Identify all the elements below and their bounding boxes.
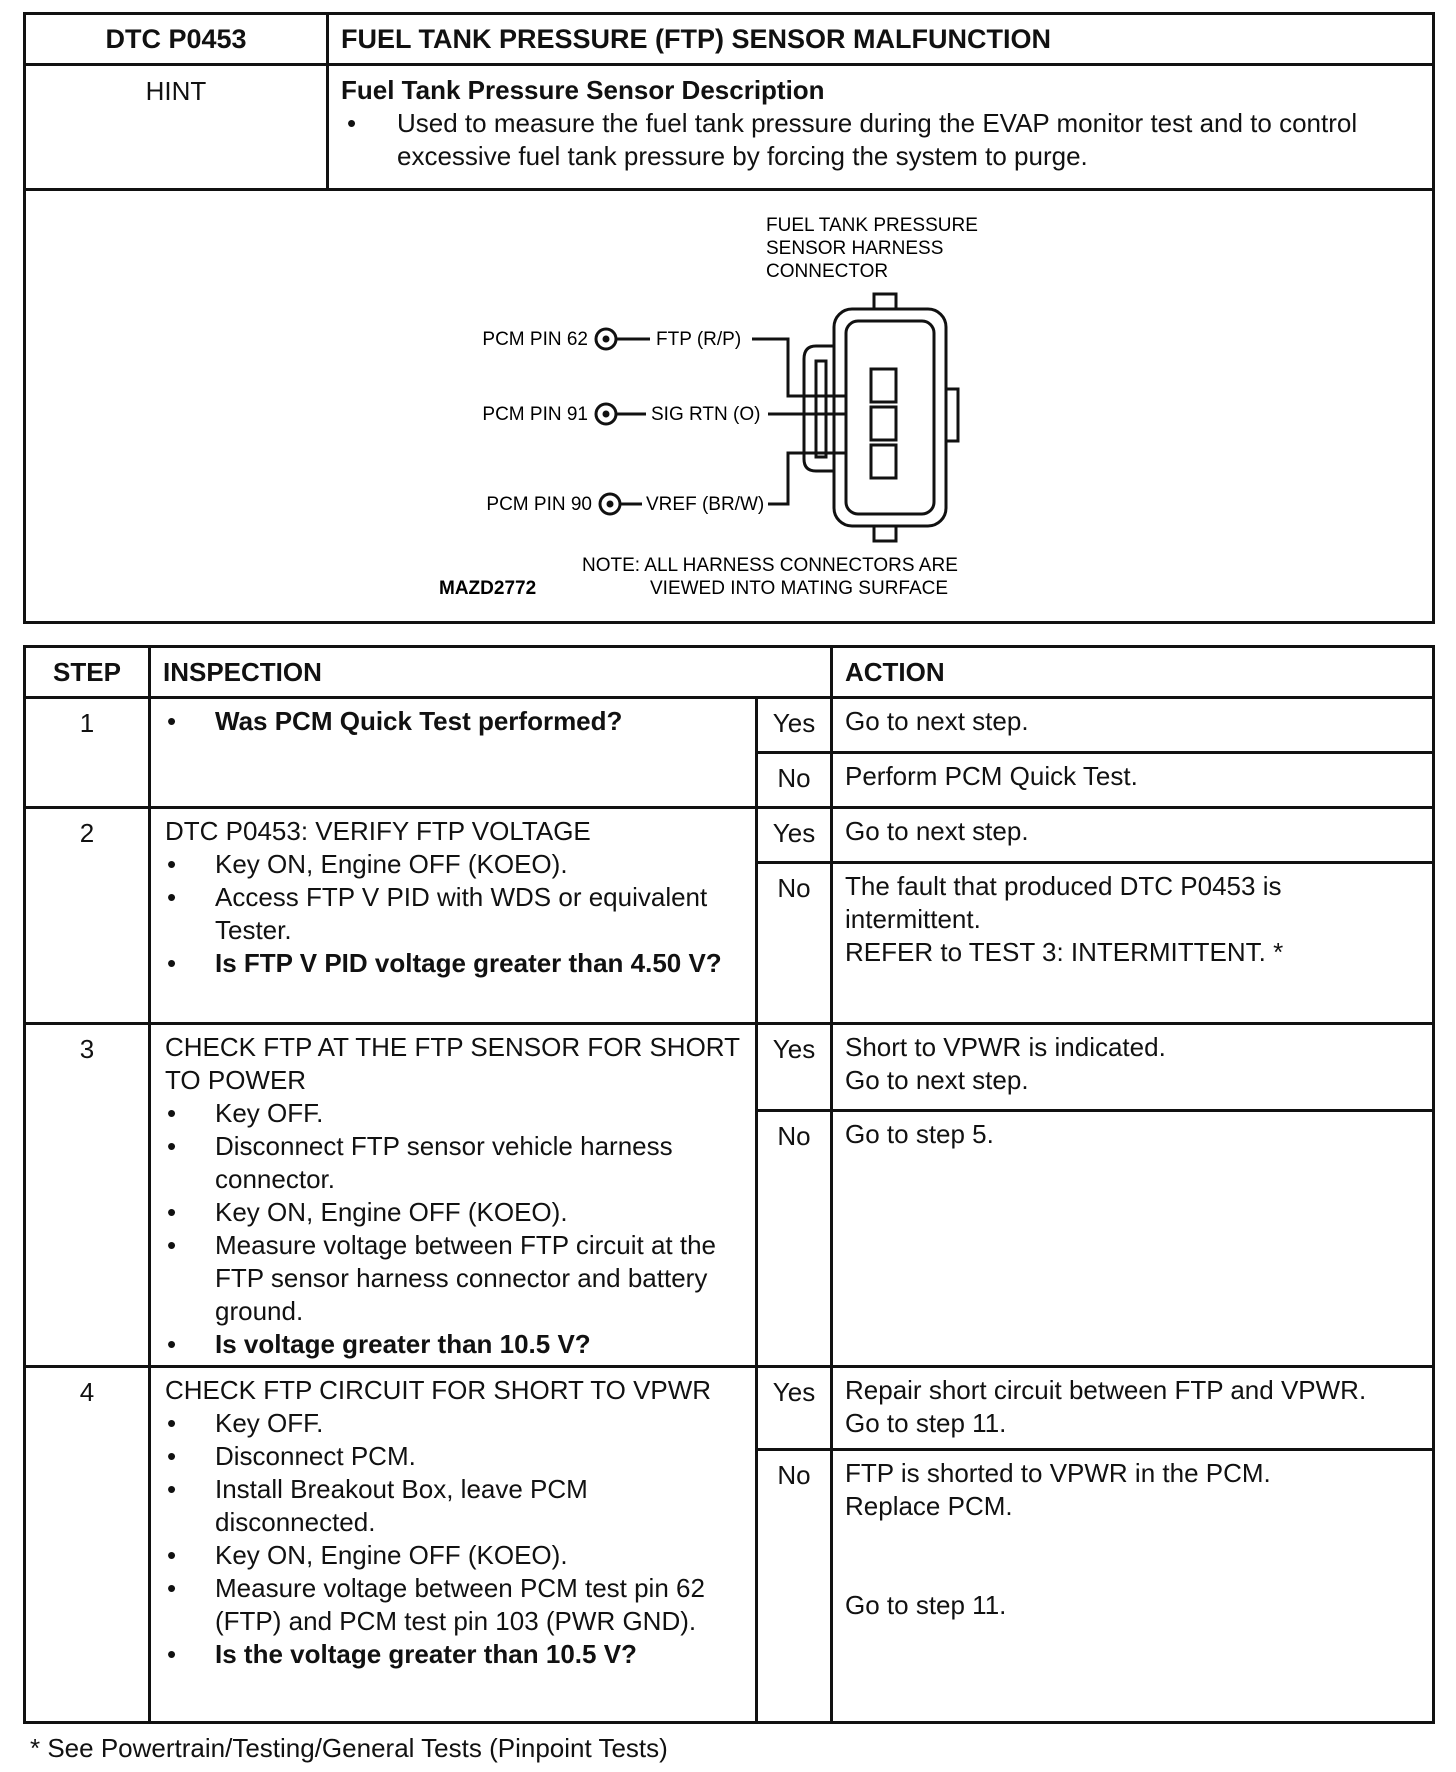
no-label: No	[757, 1450, 832, 1723]
inspection-bullet-text: Was PCM Quick Test performed?	[215, 706, 623, 736]
sig-rtn-signal-label: SIG RTN (O)	[651, 404, 761, 425]
step-inspection	[150, 1367, 757, 1723]
action-line	[845, 1556, 1422, 1589]
bullet-icon: •	[167, 1230, 177, 1260]
no-label: No	[757, 1110, 832, 1366]
yes-label: Yes	[757, 808, 832, 863]
vref-signal-label: VREF (BR/W)	[646, 494, 765, 515]
step-row	[25, 808, 1434, 863]
inspection-bullet	[165, 1572, 745, 1638]
hint-label: HINT	[25, 65, 328, 190]
action-line: Go to step 11.	[845, 1590, 1007, 1620]
inspection-bullet	[165, 1539, 745, 1572]
bullet-icon: •	[347, 108, 357, 138]
inspection-bullet-text: Disconnect PCM.	[215, 1441, 416, 1471]
bullet-icon: •	[167, 1408, 177, 1438]
bullet-icon: •	[167, 1573, 177, 1603]
inspection-bullet-text: Measure voltage between FTP circuit at the FTP sensor harness connector and battery ground.	[215, 1230, 716, 1326]
yes-label: Yes	[757, 698, 832, 753]
no-label: No	[757, 863, 832, 1024]
connector-title-line-3: CONNECTOR	[766, 261, 889, 282]
bullet-icon: •	[167, 849, 177, 879]
header-action: ACTION	[832, 647, 1434, 698]
inspection-bullet	[165, 848, 745, 881]
inspection-bullet-text: Measure voltage between PCM test pin 62 (FTP) and PCM test pin 103 (PWR GND).	[215, 1573, 705, 1636]
inspection-bullet-text: Install Breakout Box, leave PCM disconnected.	[215, 1474, 588, 1537]
inspection-bullet-text: Disconnect FTP sensor vehicle harness connector.	[215, 1131, 673, 1194]
dtc-code: DTC P0453	[25, 14, 328, 65]
hint-bullet-text: Used to measure the fuel tank pressure during the EVAP monitor test and to control excessive fuel tank pressure by forcing the system to purge.	[397, 108, 1358, 171]
dtc-title: FUEL TANK PRESSURE (FTP) SENSOR MALFUNCTION	[328, 14, 1434, 65]
yes-label: Yes	[757, 1367, 832, 1450]
figure-id: MAZD2772	[439, 578, 537, 599]
inspection-bullet-text: Key OFF.	[215, 1408, 324, 1438]
inspection-bullet-text: Key ON, Engine OFF (KOEO).	[215, 849, 568, 879]
inspection-bullet	[165, 947, 745, 980]
inspection-bullet-text: Key OFF.	[215, 1098, 324, 1128]
hint-description	[328, 65, 1434, 190]
action-line: Go to next step.	[845, 1065, 1029, 1095]
bullet-icon: •	[167, 706, 177, 736]
no-action	[832, 863, 1434, 1024]
action-line	[845, 1523, 1422, 1556]
bullet-icon: •	[167, 1474, 177, 1504]
step-row	[25, 1367, 1434, 1450]
yes-action	[832, 698, 1434, 753]
header-step: STEP	[25, 647, 150, 698]
bullet-icon: •	[167, 1639, 177, 1669]
action-line: Short to VPWR is indicated.	[845, 1032, 1166, 1062]
action-line: Go to next step.	[845, 816, 1029, 846]
pin-terminal-icon	[596, 404, 616, 424]
step-inspection	[150, 808, 757, 1024]
step-number: 3	[25, 1024, 150, 1367]
inspection-bullet	[165, 881, 745, 947]
diagram-note-line-1: NOTE: ALL HARNESS CONNECTORS ARE	[582, 555, 958, 576]
bullet-icon: •	[167, 1329, 177, 1359]
no-action	[832, 753, 1434, 808]
inspection-bullet	[165, 1638, 745, 1671]
step-inspection	[150, 1024, 757, 1367]
inspection-bullet	[165, 705, 745, 738]
action-line: REFER to TEST 3: INTERMITTENT. *	[845, 937, 1284, 967]
pin-terminal-icon	[600, 494, 620, 514]
step-inspection	[150, 698, 757, 808]
action-line: Replace PCM.	[845, 1491, 1013, 1521]
harness-connector-icon	[804, 294, 958, 541]
action-line: Go to step 11.	[845, 1408, 1007, 1438]
bullet-icon: •	[167, 1540, 177, 1570]
step-heading: CHECK FTP AT THE FTP SENSOR FOR SHORT TO POWER	[165, 1032, 740, 1095]
inspection-bullet	[165, 1473, 745, 1539]
inspection-bullet	[165, 1328, 745, 1361]
pcm-pin-62-label: PCM PIN 62	[482, 329, 588, 350]
step-row	[25, 698, 1434, 753]
connector-title-line-2: SENSOR HARNESS	[766, 238, 944, 259]
inspection-bullet	[165, 1196, 745, 1229]
dtc-header-table	[23, 12, 1435, 624]
inspection-bullet-text: Is FTP V PID voltage greater than 4.50 V?	[215, 948, 722, 978]
step-heading: DTC P0453: VERIFY FTP VOLTAGE	[165, 816, 591, 846]
action-line: The fault that produced DTC P0453 is intermittent.	[845, 871, 1282, 934]
bullet-icon: •	[167, 1131, 177, 1161]
inspection-bullet-text: Key ON, Engine OFF (KOEO).	[215, 1540, 568, 1570]
diagnostic-steps-table	[23, 645, 1435, 1724]
yes-label: Yes	[757, 1024, 832, 1111]
step-number: 1	[25, 698, 150, 808]
no-action	[832, 1110, 1434, 1366]
action-line: Repair short circuit between FTP and VPWR.	[845, 1375, 1367, 1405]
inspection-bullet	[165, 1440, 745, 1473]
action-line: Go to next step.	[845, 706, 1029, 736]
no-action	[832, 1450, 1434, 1723]
pcm-pin-91-label: PCM PIN 91	[482, 404, 588, 425]
inspection-bullet-text: Access FTP V PID with WDS or equivalent Tester.	[215, 882, 708, 945]
ftp-signal-label: FTP (R/P)	[656, 329, 742, 350]
action-line: FTP is shorted to VPWR in the PCM.	[845, 1458, 1271, 1488]
pin-terminal-icon	[596, 329, 616, 349]
no-label: No	[757, 753, 832, 808]
yes-action	[832, 1367, 1434, 1450]
bullet-icon: •	[167, 882, 177, 912]
step-row	[25, 1024, 1434, 1111]
connector-diagram	[26, 191, 1432, 621]
action-line: Go to step 5.	[845, 1118, 994, 1149]
inspection-bullet	[165, 1130, 745, 1196]
diagram-note-line-2: VIEWED INTO MATING SURFACE	[650, 578, 949, 599]
bullet-icon: •	[167, 1441, 177, 1471]
bullet-icon: •	[167, 1098, 177, 1128]
connector-diagram-cell	[25, 190, 1434, 623]
hint-bullet	[341, 107, 1422, 173]
step-number: 4	[25, 1367, 150, 1723]
yes-action	[832, 1024, 1434, 1111]
inspection-bullet	[165, 1407, 745, 1440]
yes-action	[832, 808, 1434, 863]
action-line: Perform PCM Quick Test.	[845, 761, 1138, 791]
steps-body	[25, 698, 1434, 1723]
step-heading: CHECK FTP CIRCUIT FOR SHORT TO VPWR	[165, 1375, 712, 1405]
connector-title-line-1: FUEL TANK PRESSURE	[766, 215, 978, 236]
inspection-bullet-text: Key ON, Engine OFF (KOEO).	[215, 1197, 568, 1227]
hint-title: Fuel Tank Pressure Sensor Description	[341, 75, 825, 105]
bullet-icon: •	[167, 1197, 177, 1227]
step-number: 2	[25, 808, 150, 1024]
pcm-pin-90-label: PCM PIN 90	[486, 494, 592, 515]
inspection-bullet	[165, 1229, 745, 1328]
header-inspection: INSPECTION	[150, 647, 832, 698]
footnote: * See Powertrain/Testing/General Tests (Pinpoint Tests)	[30, 1733, 668, 1763]
inspection-bullet-text: Is the voltage greater than 10.5 V?	[215, 1639, 637, 1669]
inspection-bullet	[165, 1097, 745, 1130]
inspection-bullet-text: Is voltage greater than 10.5 V?	[215, 1329, 591, 1359]
bullet-icon: •	[167, 948, 177, 978]
